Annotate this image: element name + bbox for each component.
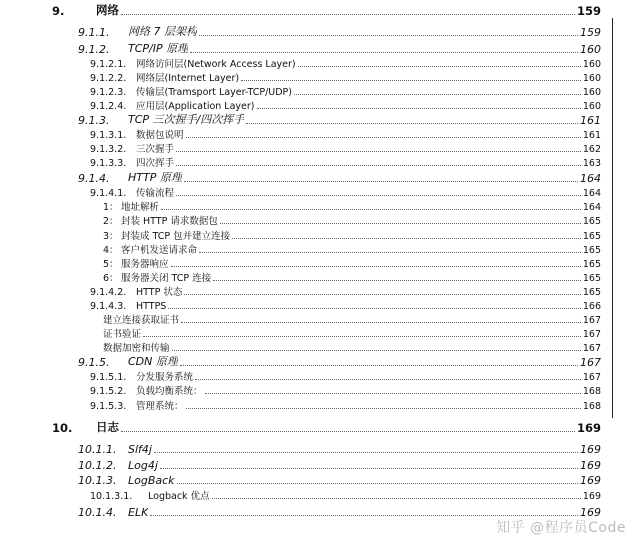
toc-entry[interactable] [103, 340, 601, 354]
toc-entry[interactable] [103, 199, 601, 213]
toc-entry-title: 网络层(Internet Layer) [136, 73, 240, 84]
toc-leader-dots [190, 52, 578, 53]
toc-entry-title: 三次握手 [136, 144, 175, 155]
toc-leader-dots [176, 165, 581, 166]
toc-entry-page: 160 [582, 101, 601, 112]
toc-entry-title: 服务器响应 [121, 259, 169, 270]
toc-leader-dots [199, 35, 578, 36]
toc-entry-page: 166 [582, 301, 601, 312]
toc-entry-title: 建立连接获取证书 [103, 315, 180, 326]
toc-entry-number: 9.1.3.1. [90, 130, 127, 141]
toc-entry[interactable] [90, 56, 601, 70]
toc-entry-page: 169 [582, 491, 601, 502]
toc-entry-page: 159 [576, 4, 601, 18]
toc-leader-dots [121, 14, 575, 15]
toc-entry-title: 负载均衡系统： [136, 386, 203, 397]
toc-entry-number: 4： [103, 245, 119, 256]
toc-entry-title: 数据加密和传输 [103, 343, 170, 354]
toc-entry[interactable] [103, 228, 601, 242]
toc-entry-number: 10. [52, 421, 73, 435]
toc-entry[interactable] [103, 270, 601, 284]
toc-entry-title: 封装 HTTP 请求数据包 [121, 216, 218, 227]
toc-entry-page: 165 [582, 259, 601, 270]
toc-entry-page: 161 [580, 114, 601, 127]
toc-entry-number: 10.1.3. [78, 474, 117, 487]
toc-entry-page: 165 [582, 245, 601, 256]
toc-leader-dots [241, 80, 581, 81]
toc-leader-dots [154, 452, 578, 453]
toc-entry[interactable] [78, 457, 601, 472]
toc-entry[interactable] [78, 472, 601, 487]
toc-leader-dots [232, 238, 581, 239]
toc-entry[interactable] [90, 84, 601, 98]
toc-entry-page: 167 [582, 329, 601, 340]
toc-entry[interactable] [90, 383, 601, 397]
toc-leader-dots [205, 393, 581, 394]
toc-leader-dots [176, 195, 581, 196]
toc-entry-page: 169 [580, 474, 601, 487]
toc-entry-number: 10.1.1. [78, 443, 117, 456]
toc-entry[interactable] [78, 41, 601, 56]
toc-leader-dots [181, 322, 581, 323]
toc-entry-number: 9.1.5.2. [90, 386, 127, 397]
toc-entry-number: 3： [103, 231, 119, 242]
toc-leader-dots [212, 498, 581, 499]
toc-entry-number: 9.1.5. [78, 356, 110, 369]
toc-entry-page: 169 [580, 506, 601, 519]
toc-entry[interactable] [103, 312, 601, 326]
toc-leader-dots [184, 294, 581, 295]
toc-leader-dots [246, 123, 578, 124]
toc-entry-number: 9.1.2.1. [90, 59, 127, 70]
toc-entry-title: 管理系统： [136, 401, 184, 412]
toc-entry-title: Logback 优点 [148, 491, 210, 502]
toc-entry-number: 9.1.3.3. [90, 158, 127, 169]
toc-leader-dots [177, 483, 578, 484]
toc-entry[interactable] [90, 369, 601, 383]
toc-entry-page: 165 [582, 287, 601, 298]
toc-entry-number: 10.1.2. [78, 459, 117, 472]
toc-entry-page: 167 [582, 372, 601, 383]
toc-entry[interactable] [52, 2, 601, 18]
toc-entry-page: 160 [582, 73, 601, 84]
toc-entry[interactable] [103, 326, 601, 340]
toc-leader-dots [150, 515, 578, 516]
toc-entry-title: 地址解析 [121, 202, 160, 213]
toc-entry-number: 9.1.2.4. [90, 101, 127, 112]
toc-entry[interactable] [90, 141, 601, 155]
toc-entry[interactable] [90, 284, 601, 298]
toc-entry[interactable] [90, 185, 601, 199]
toc-entry-page: 169 [580, 443, 601, 456]
toc-leader-dots [186, 137, 581, 138]
toc-entry-number: 10.1.4. [78, 506, 117, 519]
toc-entry-number: 9.1.4. [78, 172, 110, 185]
toc-entry[interactable] [78, 112, 601, 127]
toc-leader-dots [184, 181, 578, 182]
page-border-line [612, 18, 613, 418]
toc-entry-page: 169 [580, 459, 601, 472]
toc-entry-page: 160 [580, 43, 601, 56]
toc-leader-dots [121, 431, 575, 432]
toc-entry-page: 169 [576, 421, 601, 435]
toc-entry-page: 167 [582, 343, 601, 354]
toc-entry-title: 网络访问层(Network Access Layer) [136, 59, 296, 70]
toc-entry-title: 分发服务系统 [136, 372, 194, 383]
toc-entry-page: 164 [582, 202, 601, 213]
toc-entry[interactable] [90, 70, 601, 84]
toc-entry-page: 168 [582, 401, 601, 412]
toc-entry[interactable] [90, 155, 601, 169]
toc-entry[interactable] [90, 398, 601, 412]
toc-leader-dots [199, 252, 581, 253]
watermark: 知乎 @程序员Code [496, 520, 626, 536]
toc-leader-dots [180, 365, 578, 366]
toc-entry-title: HTTP 状态 [136, 287, 183, 298]
toc-leader-dots [160, 468, 578, 469]
toc-entry-page: 160 [582, 87, 601, 98]
toc-entry[interactable] [103, 256, 601, 270]
toc-leader-dots [171, 266, 581, 267]
toc-entry-title: TCP/IP 原理 [128, 42, 189, 55]
toc-entry-title: LogBack [128, 474, 175, 487]
toc-entry-page: 165 [582, 216, 601, 227]
toc-entry-title: 传输层(Tramsport Layer-TCP/UDP) [136, 87, 292, 98]
toc-entry-number: 9.1.5.1. [90, 372, 127, 383]
toc-entry[interactable] [90, 127, 601, 141]
toc-entry-number: 5： [103, 259, 119, 270]
toc-entry-page: 165 [582, 231, 601, 242]
toc-leader-dots [294, 94, 581, 95]
toc-entry[interactable] [90, 298, 601, 312]
toc-entry-page: 165 [582, 273, 601, 284]
toc-entry-number: 9.1.2.2. [90, 73, 127, 84]
toc-entry[interactable] [78, 441, 601, 456]
toc-entry[interactable] [78, 170, 601, 185]
toc-entry-title: Log4j [128, 459, 158, 472]
toc-leader-dots [220, 223, 581, 224]
toc-entry-title: 日志 [96, 420, 119, 434]
toc-entry-title: TCP 三次握手/四次挥手 [128, 113, 245, 126]
toc-entry-title: 客户机发送请求命 [121, 245, 198, 256]
toc-entry-number: 9.1.3.2. [90, 144, 127, 155]
toc-leader-dots [186, 408, 581, 409]
toc-entry-page: 164 [580, 172, 601, 185]
toc-entry[interactable] [103, 242, 601, 256]
toc-leader-dots [143, 336, 581, 337]
toc-leader-dots [257, 108, 581, 109]
toc-entry-title: 传输流程 [136, 188, 175, 199]
toc-entry-title: 服务器关闭 TCP 连接 [121, 273, 212, 284]
toc-entry[interactable] [78, 354, 601, 369]
toc-entry-title: 网络 [96, 3, 119, 17]
toc-entry-title: HTTPS [136, 301, 167, 312]
toc-entry-title: 证书验证 [103, 329, 142, 340]
toc-entry[interactable] [90, 98, 601, 112]
toc-entry[interactable] [90, 488, 601, 502]
toc-entry-number: 9. [52, 4, 65, 18]
toc-entry-number: 9.1.1. [78, 26, 110, 39]
toc-entry-number: 9.1.2.3. [90, 87, 127, 98]
toc-leader-dots [298, 66, 581, 67]
toc-leader-dots [213, 280, 581, 281]
toc-entry-number: 9.1.4.2. [90, 287, 127, 298]
toc-entry-title: Slf4j [128, 443, 152, 456]
toc-entry-number: 10.1.3.1. [90, 491, 133, 502]
toc-leader-dots [168, 308, 581, 309]
toc-entry-page: 168 [582, 386, 601, 397]
toc-entry-title: ELK [128, 506, 149, 519]
toc-entry-page: 162 [582, 144, 601, 155]
toc-entry-page: 159 [580, 26, 601, 39]
toc-entry-number: 2： [103, 216, 119, 227]
toc-entry-number: 9.1.4.3. [90, 301, 127, 312]
toc-entry-title: 封装成 TCP 包并建立连接 [121, 231, 231, 242]
toc-entry-page: 161 [582, 130, 601, 141]
toc-entry-number: 9.1.2. [78, 43, 110, 56]
toc-entry-title: 四次挥手 [136, 158, 175, 169]
toc-entry-number: 9.1.3. [78, 114, 110, 127]
toc-entry-title: 网络 7 层架构 [128, 25, 197, 38]
toc-entry[interactable] [78, 24, 601, 39]
toc-leader-dots [176, 151, 581, 152]
toc-entry-page: 167 [582, 315, 601, 326]
toc-entry-number: 6： [103, 273, 119, 284]
toc-entry-page: 164 [582, 188, 601, 199]
toc-leader-dots [172, 350, 581, 351]
toc-entry-number: 1： [103, 202, 119, 213]
toc-entry-title: 应用层(Application Layer) [136, 101, 255, 112]
toc-entry-page: 167 [580, 356, 601, 369]
toc-entry-page: 160 [582, 59, 601, 70]
toc-entry-title: CDN 原理 [128, 355, 178, 368]
toc-entry-title: 数据包说明 [136, 130, 184, 141]
toc-entry-page: 163 [582, 158, 601, 169]
toc-entry-number: 9.1.4.1. [90, 188, 127, 199]
toc-leader-dots [161, 209, 581, 210]
toc-entry[interactable] [52, 419, 601, 435]
toc-leader-dots [195, 379, 581, 380]
toc-entry[interactable] [103, 213, 601, 227]
toc-entry-title: HTTP 原理 [128, 171, 182, 184]
toc-entry-number: 9.1.5.3. [90, 401, 127, 412]
